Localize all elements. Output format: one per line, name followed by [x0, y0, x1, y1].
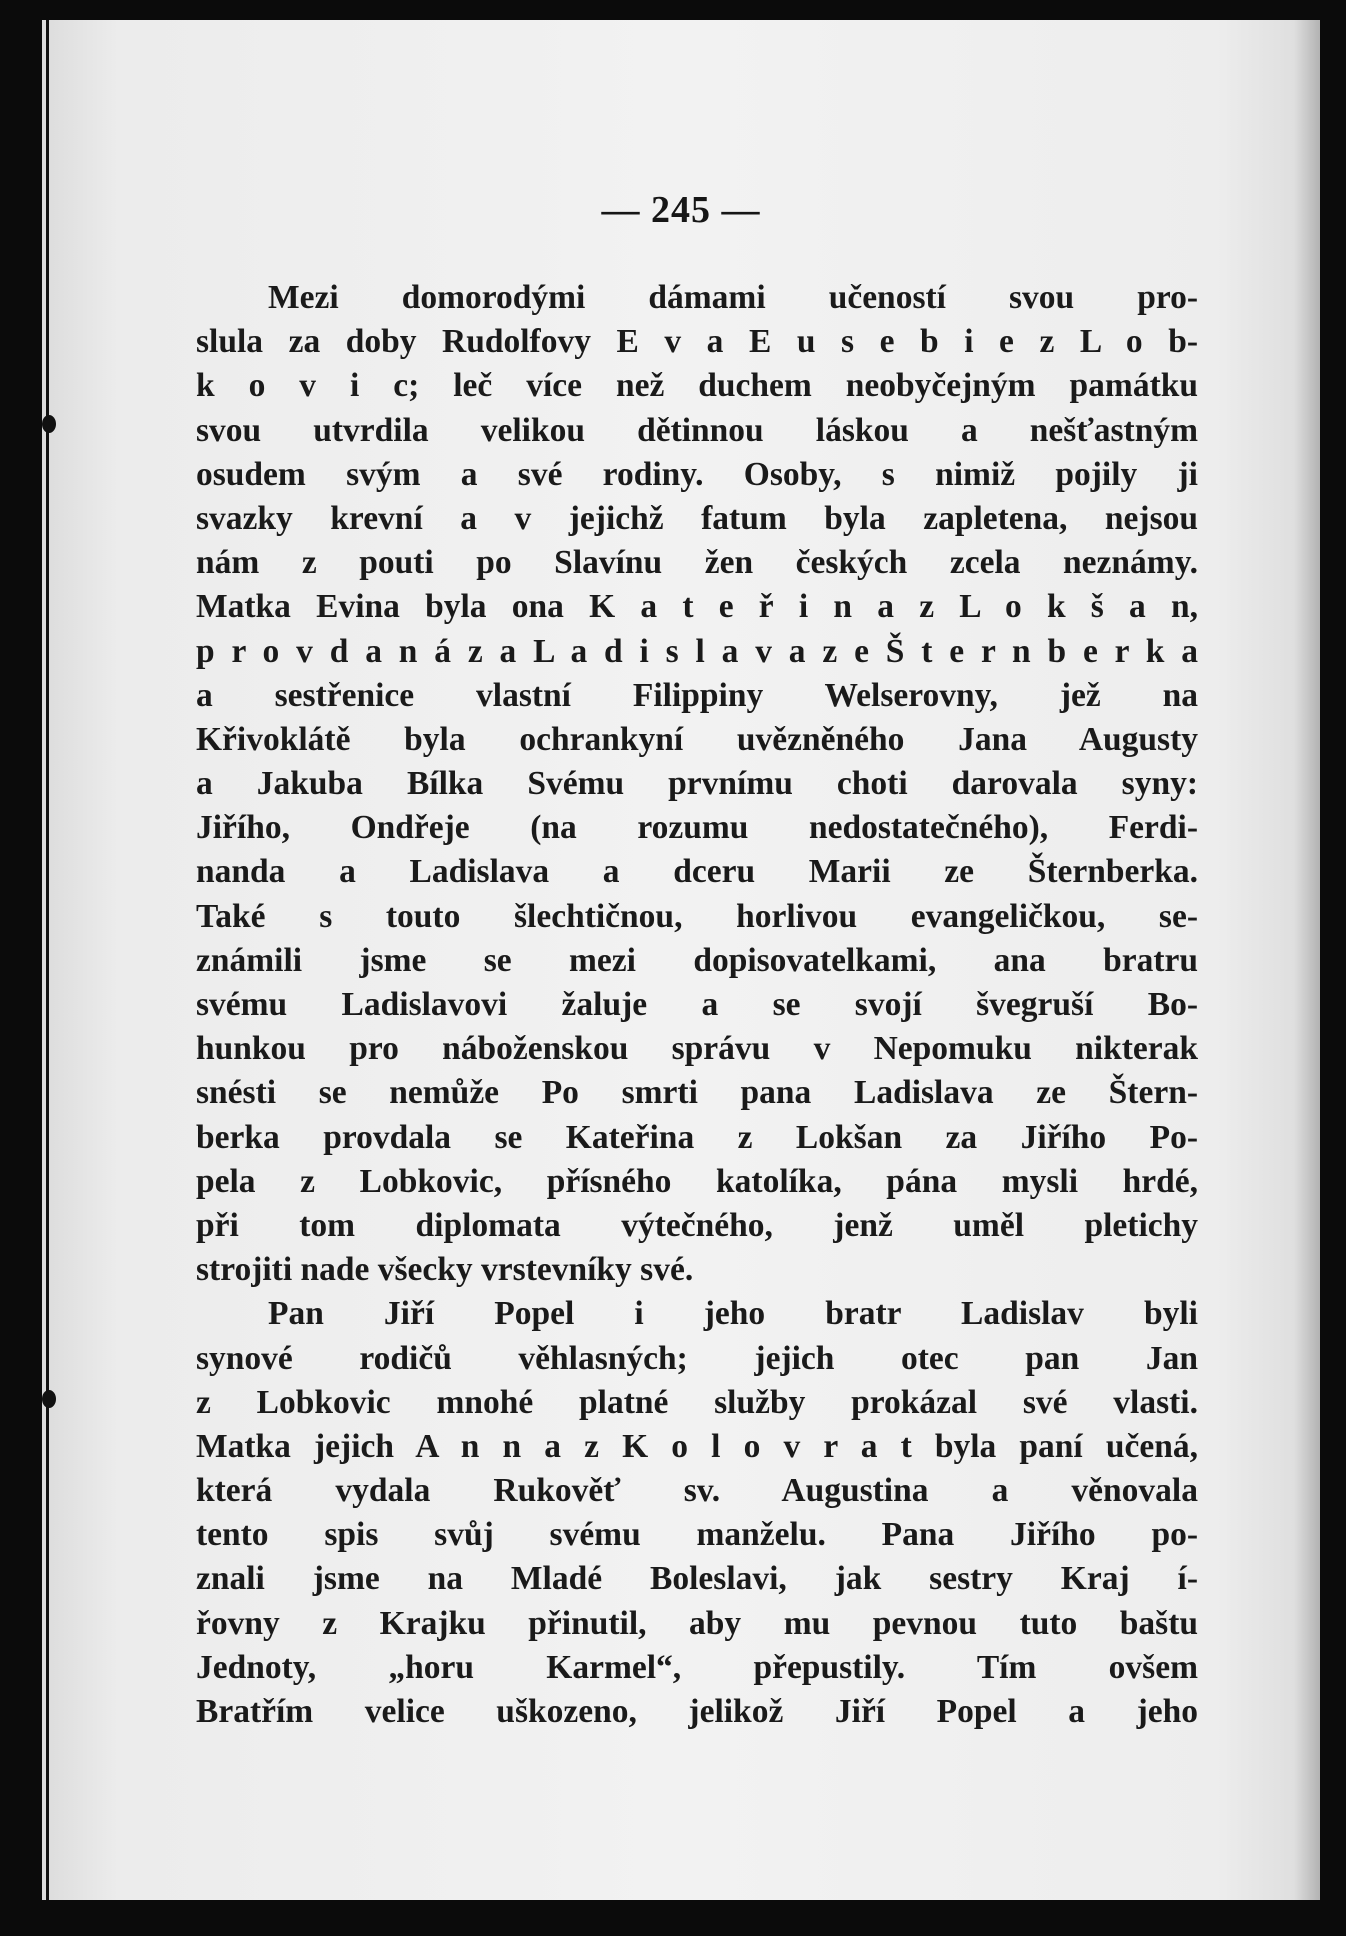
- page-edge-shadow: [1294, 20, 1320, 1900]
- text-line: známili jsme se mezi dopisovatelkami, ana bratru: [196, 941, 1198, 979]
- text-line: a Jakuba Bílka Svému prvnímu choti darovala syny:: [196, 765, 1198, 803]
- text-line: hunkou pro náboženskou správu v Nepomuku nikterak: [196, 1030, 1198, 1068]
- text-line: slula za doby Rudolfovy E v a E u s e b i e z L o b-: [196, 323, 1198, 361]
- page-binding-edge: [46, 20, 49, 1900]
- binding-hole-mark: [42, 1390, 56, 1408]
- text-line: nám z pouti po Slavínu žen českých zcela neznámy.: [196, 544, 1198, 582]
- text-line: která vydala Rukověť sv. Augustina a věnovala: [196, 1472, 1198, 1510]
- text-line: Jednoty, „horu Karmel“, přepustily. Tím ovšem: [196, 1648, 1198, 1686]
- text-line: Jiřího, Ondřeje (na rozumu nedostatečného), Ferdi-: [196, 809, 1198, 847]
- text-line: a sestřenice vlastní Filippiny Welserovny, jež na: [196, 676, 1198, 714]
- text-line: Matka Evina byla ona K a t e ř i n a z L o k š a n,: [196, 588, 1198, 626]
- text-line: Také s touto šlechtičnou, horlivou evangeličkou, se-: [196, 897, 1198, 935]
- text-line: pela z Lobkovic, přísného katolíka, pána mysli hrdé,: [196, 1162, 1198, 1200]
- text-line: strojiti nade všecky vrstevníky své.: [196, 1251, 694, 1289]
- text-line: při tom diplomata výtečného, jenž uměl pletichy: [196, 1206, 1198, 1244]
- text-line: Mezi domorodými dámami učeností svou pro-: [268, 279, 1198, 316]
- text-line: p r o v d a n á z a L a d i s l a v a z e Š t e r n b e r k a: [196, 632, 1198, 670]
- text-line: řovny z Krajku přinutil, aby mu pevnou tuto baštu: [196, 1604, 1198, 1642]
- text-line: synové rodičů věhlasných; jejich otec pan Jan: [196, 1339, 1198, 1377]
- text-line: berka provdala se Kateřina z Lokšan za Jiřího Po-: [196, 1118, 1198, 1156]
- text-line: Bratřím velice uškozeno, jelikož Jiří Popel a jeho: [196, 1693, 1198, 1730]
- page-number: — 245 —: [601, 189, 761, 231]
- text-line: svému Ladislavovi žaluje a se svojí švegruší Bo-: [196, 986, 1198, 1023]
- text-line: znali jsme na Mladé Boleslavi, jak sestry Kraj í-: [196, 1560, 1198, 1598]
- text-line: osudem svým a své rodiny. Osoby, s nimiž pojily ji: [196, 455, 1198, 493]
- text-line: nanda a Ladislava a dceru Marii ze Šternberka.: [196, 853, 1198, 891]
- text-line: Pan Jiří Popel i jeho bratr Ladislav byli: [268, 1295, 1198, 1333]
- body-text: [196, 276, 1198, 1734]
- text-line: z Lobkovic mnohé platné služby prokázal své vlasti.: [196, 1383, 1198, 1421]
- book-page: [42, 20, 1320, 1900]
- text-line: Matka jejich A n n a z K o l o v r a t byla paní učená,: [196, 1427, 1198, 1465]
- text-line: svazky krevní a v jejichž fatum byla zapletena, nejsou: [196, 499, 1198, 537]
- text-line: svou utvrdila velikou dětinnou láskou a nešťastným: [196, 411, 1198, 449]
- text-line: Křivoklátě byla ochrankyní uvězněného Jana Augusty: [196, 720, 1198, 758]
- text-line: tento spis svůj svému manželu. Pana Jiřího po-: [196, 1516, 1198, 1554]
- binding-hole-mark: [42, 415, 56, 433]
- text-line: snésti se nemůže Po smrti pana Ladislava ze Štern-: [196, 1074, 1198, 1112]
- text-line: k o v i c; leč více než duchem neobyčejným památku: [196, 367, 1198, 405]
